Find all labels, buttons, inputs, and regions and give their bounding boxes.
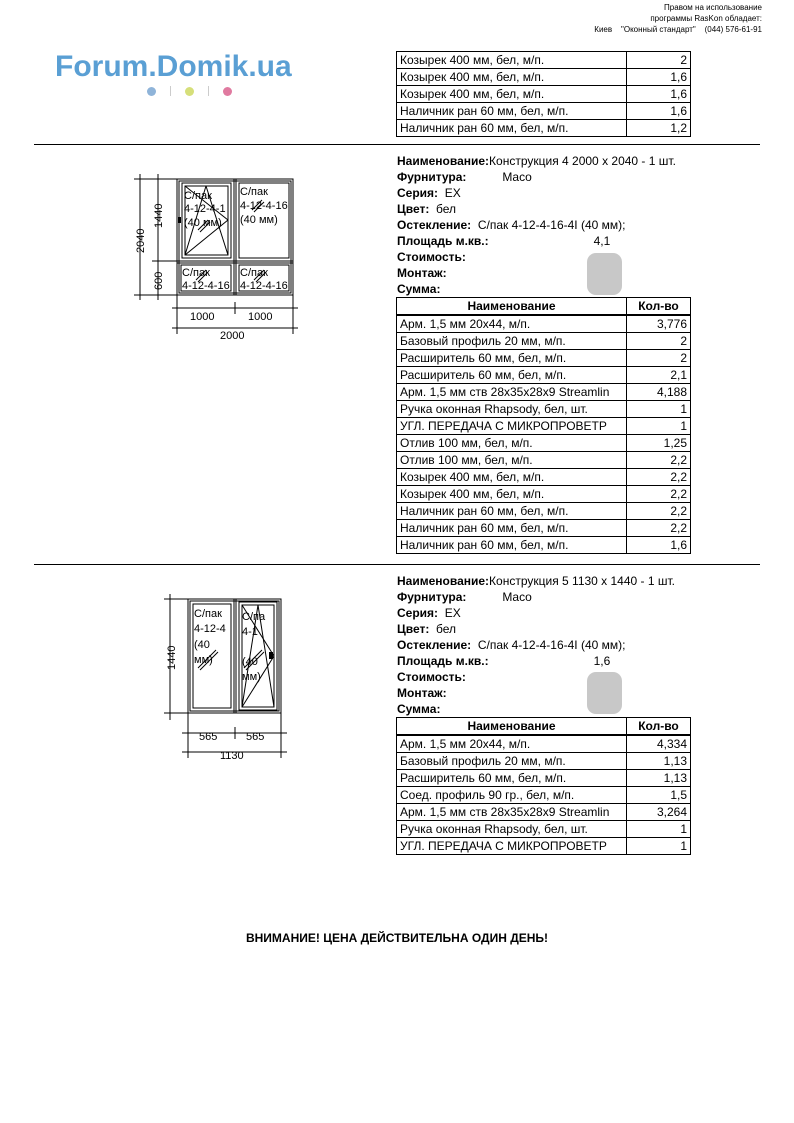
dim-width-left: 565 [199,731,218,743]
item-name: Расширитель 60 мм, бел, м/п. [397,770,627,787]
license-note [594,2,762,35]
item-name: УГЛ. ПЕРЕДАЧА С МИКРОПРОВЕТР [397,838,627,855]
construction-5-props [397,573,697,717]
table-row [397,52,691,69]
table-row [397,401,691,418]
c4-mount-label: Монтаж: [397,266,447,280]
item-qty: 4,188 [627,384,691,401]
table-row [397,821,691,838]
logo-dot-pink [223,87,232,96]
c4-color-label: Цвет: [397,202,430,216]
pane-left-line4: мм) [194,654,213,666]
price-warning: ВНИМАНИЕ! ЦЕНА ДЕЙСТВИТЕЛЬНА ОДИН ДЕНЬ! [245,931,549,945]
c4-price-redaction [587,253,622,295]
c4-furn-label: Фурнитура: [397,170,467,184]
table-row [397,787,691,804]
item-name: Базовый профиль 20 мм, м/п. [397,753,627,770]
item-qty: 1,6 [627,69,691,86]
c5-area: 1,6 [593,654,611,668]
c4-cost-label: Стоимость: [397,250,466,264]
column-header-qty: Кол-во [627,718,691,736]
dim-upper-height: 1440 [153,203,165,228]
item-name: Отлив 100 мм, бел, м/п. [397,435,627,452]
item-qty: 1 [627,401,691,418]
table-row [397,384,691,401]
item-qty: 2,1 [627,367,691,384]
construction-4-drawing [130,168,300,348]
pane-bl-line1: С/пак [182,267,210,279]
item-qty: 2,2 [627,452,691,469]
pane-left-line2: 4-12-4 [194,623,226,635]
item-qty: 2,2 [627,503,691,520]
item-qty: 1,6 [627,537,691,554]
logo-separator [208,86,209,96]
c5-series-label: Серия: [397,606,439,620]
item-qty: 1 [627,838,691,855]
table-row [397,753,691,770]
license-line-3: Киев "Оконный стандарт" (044) 576-61-91 [594,25,762,34]
item-name: Наличник ран 60 мм, бел, м/п. [397,537,627,554]
dim-total-height: 2040 [135,228,147,253]
table-row [397,418,691,435]
c4-title: Конструкция 4 2000 x 2040 - 1 шт. [489,154,676,168]
item-qty: 1,6 [627,103,691,120]
section-divider [34,564,760,565]
item-name: УГЛ. ПЕРЕДАЧА С МИКРОПРОВЕТР [397,418,627,435]
c5-color: бел [436,622,457,636]
item-qty: 2,2 [627,486,691,503]
pane-br-line1: С/пак [240,267,268,279]
c4-furn: Maco [502,170,532,184]
pane-tr-line1: С/пак [240,186,268,198]
pane-right-line1: С/па [242,611,266,623]
pane-tl-line2: 4-12-4-1 [184,203,226,215]
item-qty: 1,5 [627,787,691,804]
construction-4-spec-table [396,297,691,554]
item-name: Базовый профиль 20 мм, м/п. [397,333,627,350]
item-qty: 1 [627,418,691,435]
item-qty: 2 [627,333,691,350]
item-qty: 3,264 [627,804,691,821]
item-name: Соед. профиль 90 гр., бел, м/п. [397,787,627,804]
table-header-row [397,718,691,736]
table-row [397,69,691,86]
dim-width-right: 1000 [248,311,273,323]
construction-5-spec-table [396,717,691,855]
table-row [397,452,691,469]
item-qty: 2 [627,52,691,69]
pane-bl-line2: 4-12-4-16 [182,280,230,292]
item-qty: 1 [627,821,691,838]
table-header-row [397,298,691,316]
c5-title: Конструкция 5 1130 x 1440 - 1 шт. [489,574,676,588]
site-logo[interactable] [55,50,292,96]
item-name: Наличник ран 60 мм, бел, м/п. [397,503,627,520]
c5-price-redaction [587,672,622,714]
table-row [397,333,691,350]
item-name: Наличник ран 60 мм, бел, м/п. [397,103,627,120]
c4-glass: С/пак 4-12-4-16-4I (40 мм); [477,218,626,232]
table-row [397,86,691,103]
dim-lower-height: 600 [153,271,165,290]
c5-mount-label: Монтаж: [397,686,447,700]
dim-total-width: 1130 [220,750,244,762]
pane-tr-line2: 4-12-4-16 [240,200,288,212]
dim-width-left: 1000 [190,311,215,323]
c5-sum-label: Сумма: [397,702,441,716]
construction-4-props [397,153,697,297]
table-row [397,804,691,821]
table-row [397,120,691,137]
item-name: Арм. 1,5 мм 20x44, м/п. [397,315,627,333]
c4-title-label: Наименование: [397,154,490,168]
c4-series: EX [444,186,461,200]
c4-series-label: Серия: [397,186,439,200]
table-row [397,469,691,486]
table-row [397,735,691,753]
item-name: Арм. 1,5 мм ств 28x35x28x9 Streamlin [397,384,627,401]
pane-tl-line3: (40 мм) [184,217,222,229]
license-line-1: Правом на использование [664,3,762,12]
item-name: Козырек 400 мм, бел, м/п. [397,486,627,503]
item-name: Козырек 400 мм, бел, м/п. [397,469,627,486]
pane-right-line4: мм) [242,671,261,683]
item-name: Наличник ран 60 мм, бел, м/п. [397,520,627,537]
c5-area-label: Площадь м.кв.: [397,654,489,668]
item-name: Отлив 100 мм, бел, м/п. [397,452,627,469]
c5-furn-label: Фурнитура: [397,590,467,604]
logo-dot-blue [147,87,156,96]
item-name: Ручка оконная Rhapsody, бел, шт. [397,821,627,838]
pane-br-line2: 4-12-4-16 [240,280,288,292]
table-row [397,350,691,367]
item-qty: 1,2 [627,120,691,137]
item-name: Козырек 400 мм, бел, м/п. [397,69,627,86]
item-qty: 1,13 [627,753,691,770]
c4-area: 4,1 [593,234,611,248]
item-name: Козырек 400 мм, бел, м/п. [397,52,627,69]
construction-5-drawing [160,590,290,765]
dim-height: 1440 [166,645,178,670]
c4-area-label: Площадь м.кв.: [397,234,489,248]
table-row [397,367,691,384]
pane-right-line3: (40 [242,656,258,668]
c5-color-label: Цвет: [397,622,430,636]
item-name: Расширитель 60 мм, бел, м/п. [397,350,627,367]
item-name: Арм. 1,5 мм ств 28x35x28x9 Streamlin [397,804,627,821]
item-qty: 2 [627,350,691,367]
table-row [397,770,691,787]
table-row [397,503,691,520]
c5-glass: С/пак 4-12-4-16-4I (40 мм); [477,638,626,652]
table-row [397,103,691,120]
top-spec-table [396,51,691,137]
item-name: Арм. 1,5 мм 20x44, м/п. [397,735,627,753]
item-qty: 2,2 [627,469,691,486]
column-header-name: Наименование [397,298,627,316]
pane-tl-line1: С/пак [184,190,212,202]
c5-cost-label: Стоимость: [397,670,466,684]
logo-dots [55,86,292,96]
table-row [397,486,691,503]
item-name: Расширитель 60 мм, бел, м/п. [397,367,627,384]
item-name: Козырек 400 мм, бел, м/п. [397,86,627,103]
c4-sum-label: Сумма: [397,282,441,296]
c4-glass-label: Остекление: [397,218,472,232]
logo-text: Forum.Domik.ua [55,50,292,83]
table-row [397,520,691,537]
logo-separator [170,86,171,96]
item-qty: 1,6 [627,86,691,103]
dim-width-right: 565 [246,731,265,743]
item-name: Наличник ран 60 мм, бел, м/п. [397,120,627,137]
pane-left-line3: (40 [194,639,210,651]
column-header-qty: Кол-во [627,298,691,316]
item-qty: 2,2 [627,520,691,537]
item-name: Ручка оконная Rhapsody, бел, шт. [397,401,627,418]
c5-title-label: Наименование: [397,574,490,588]
dim-total-width: 2000 [220,330,245,342]
table-row [397,838,691,855]
column-header-name: Наименование [397,718,627,736]
pane-left-line1: С/пак [194,608,222,620]
item-qty: 1,13 [627,770,691,787]
pane-right-line2: 4-1 [242,626,258,638]
c5-furn: Maco [502,590,532,604]
item-qty: 4,334 [627,735,691,753]
pane-tr-line3: (40 мм) [240,214,278,226]
license-line-2: программы RasKon обладает: [650,14,762,23]
table-row [397,435,691,452]
item-qty: 3,776 [627,315,691,333]
table-row [397,315,691,333]
section-divider [34,144,760,145]
item-qty: 1,25 [627,435,691,452]
table-row [397,537,691,554]
c5-series: EX [444,606,461,620]
logo-dot-yellow [185,87,194,96]
c4-color: бел [436,202,457,216]
c5-glass-label: Остекление: [397,638,472,652]
